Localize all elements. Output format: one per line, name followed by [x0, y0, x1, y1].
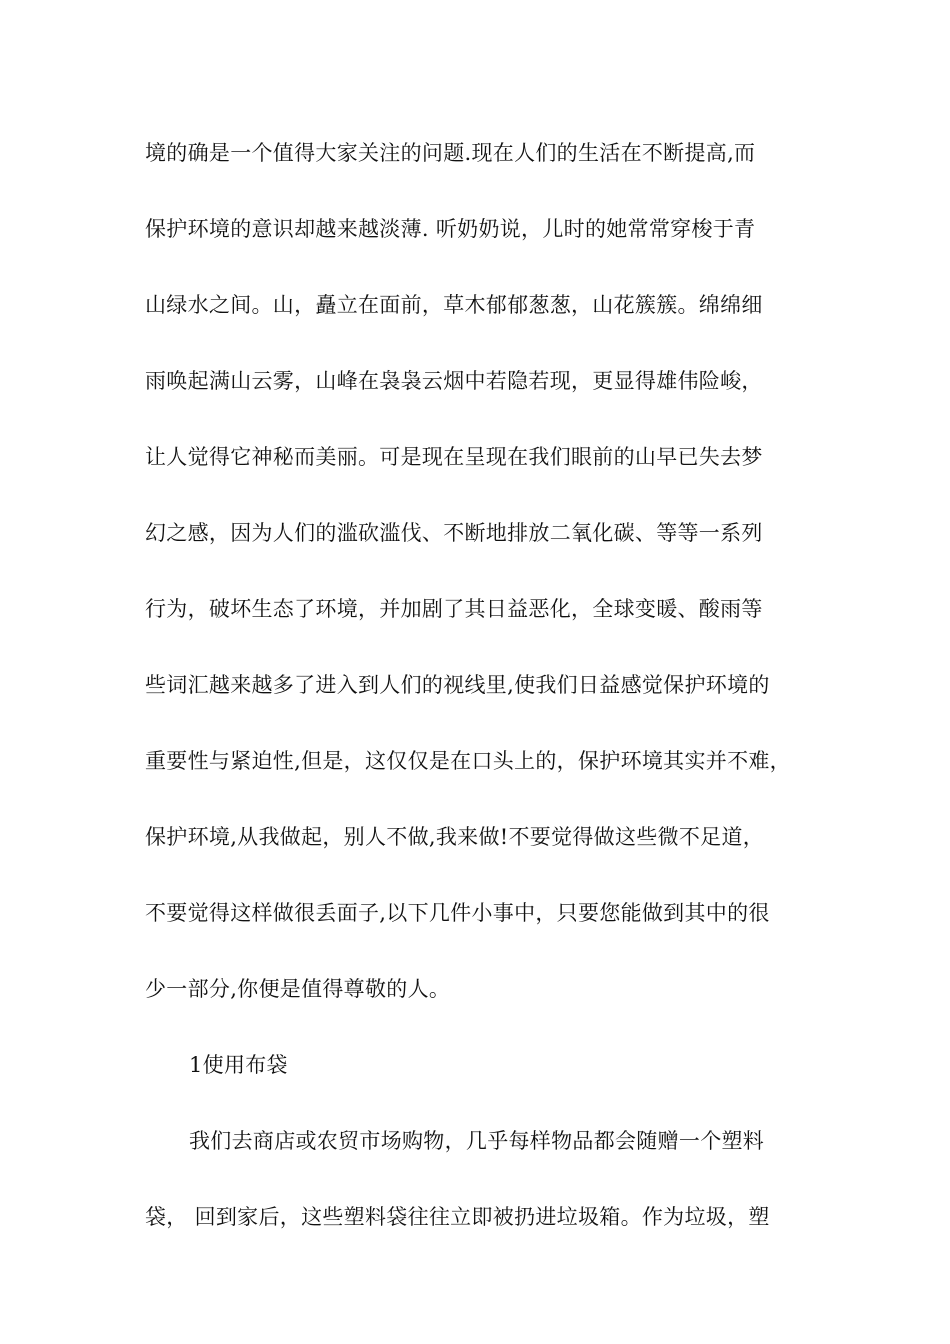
text-line: 少一部分,你便是值得尊敬的人。: [145, 977, 451, 1001]
text-line: 不要觉得这样做很丢面子,以下几件小事中，只要您能做到其中的很: [145, 901, 770, 925]
text-line: 境的确是一个值得大家关注的问题.现在人们的生活在不断提高,而: [145, 141, 756, 165]
text-line: 幻之感，因为人们的滥砍滥伐、不断地排放二氧化碳、等等一系列: [145, 521, 763, 545]
document-body: [145, 130, 825, 1270]
section-heading: 1使用布袋: [189, 1053, 288, 1077]
text-line: 重要性与紧迫性,但是，这仅仅是在口头上的，保护环境其实并不难，: [145, 749, 791, 773]
text-line: 让人觉得它神秘而美丽。可是现在呈现在我们眼前的山早已失去梦: [145, 445, 763, 469]
text-line: 保护环境,从我做起，别人不做,我来做!不要觉得做这些微不足道，: [145, 825, 765, 849]
text-line: 我们去商店或农贸市场购物，几乎每样物品都会随赠一个塑料: [189, 1129, 765, 1153]
text-line: 山绿水之间。山，矗立在面前，草木郁郁葱葱，山花簇簇。绵绵细: [145, 293, 763, 317]
text-line: 雨唤起满山云雾，山峰在袅袅云烟中若隐若现，更显得雄伟险峻，: [145, 369, 763, 393]
text-line: 些词汇越来越多了进入到人们的视线里,使我们日益感觉保护环境的: [145, 673, 770, 697]
text-line: 行为，破坏生态了环境，并加剧了其日益恶化，全球变暖、酸雨等: [145, 597, 763, 621]
text-line: 袋， 回到家后，这些塑料袋往往立即被扔进垃圾箱。作为垃圾，塑: [145, 1205, 770, 1229]
text-line: 保护环境的意识却越来越淡薄. 听奶奶说，儿时的她常常穿梭于青: [145, 217, 756, 241]
